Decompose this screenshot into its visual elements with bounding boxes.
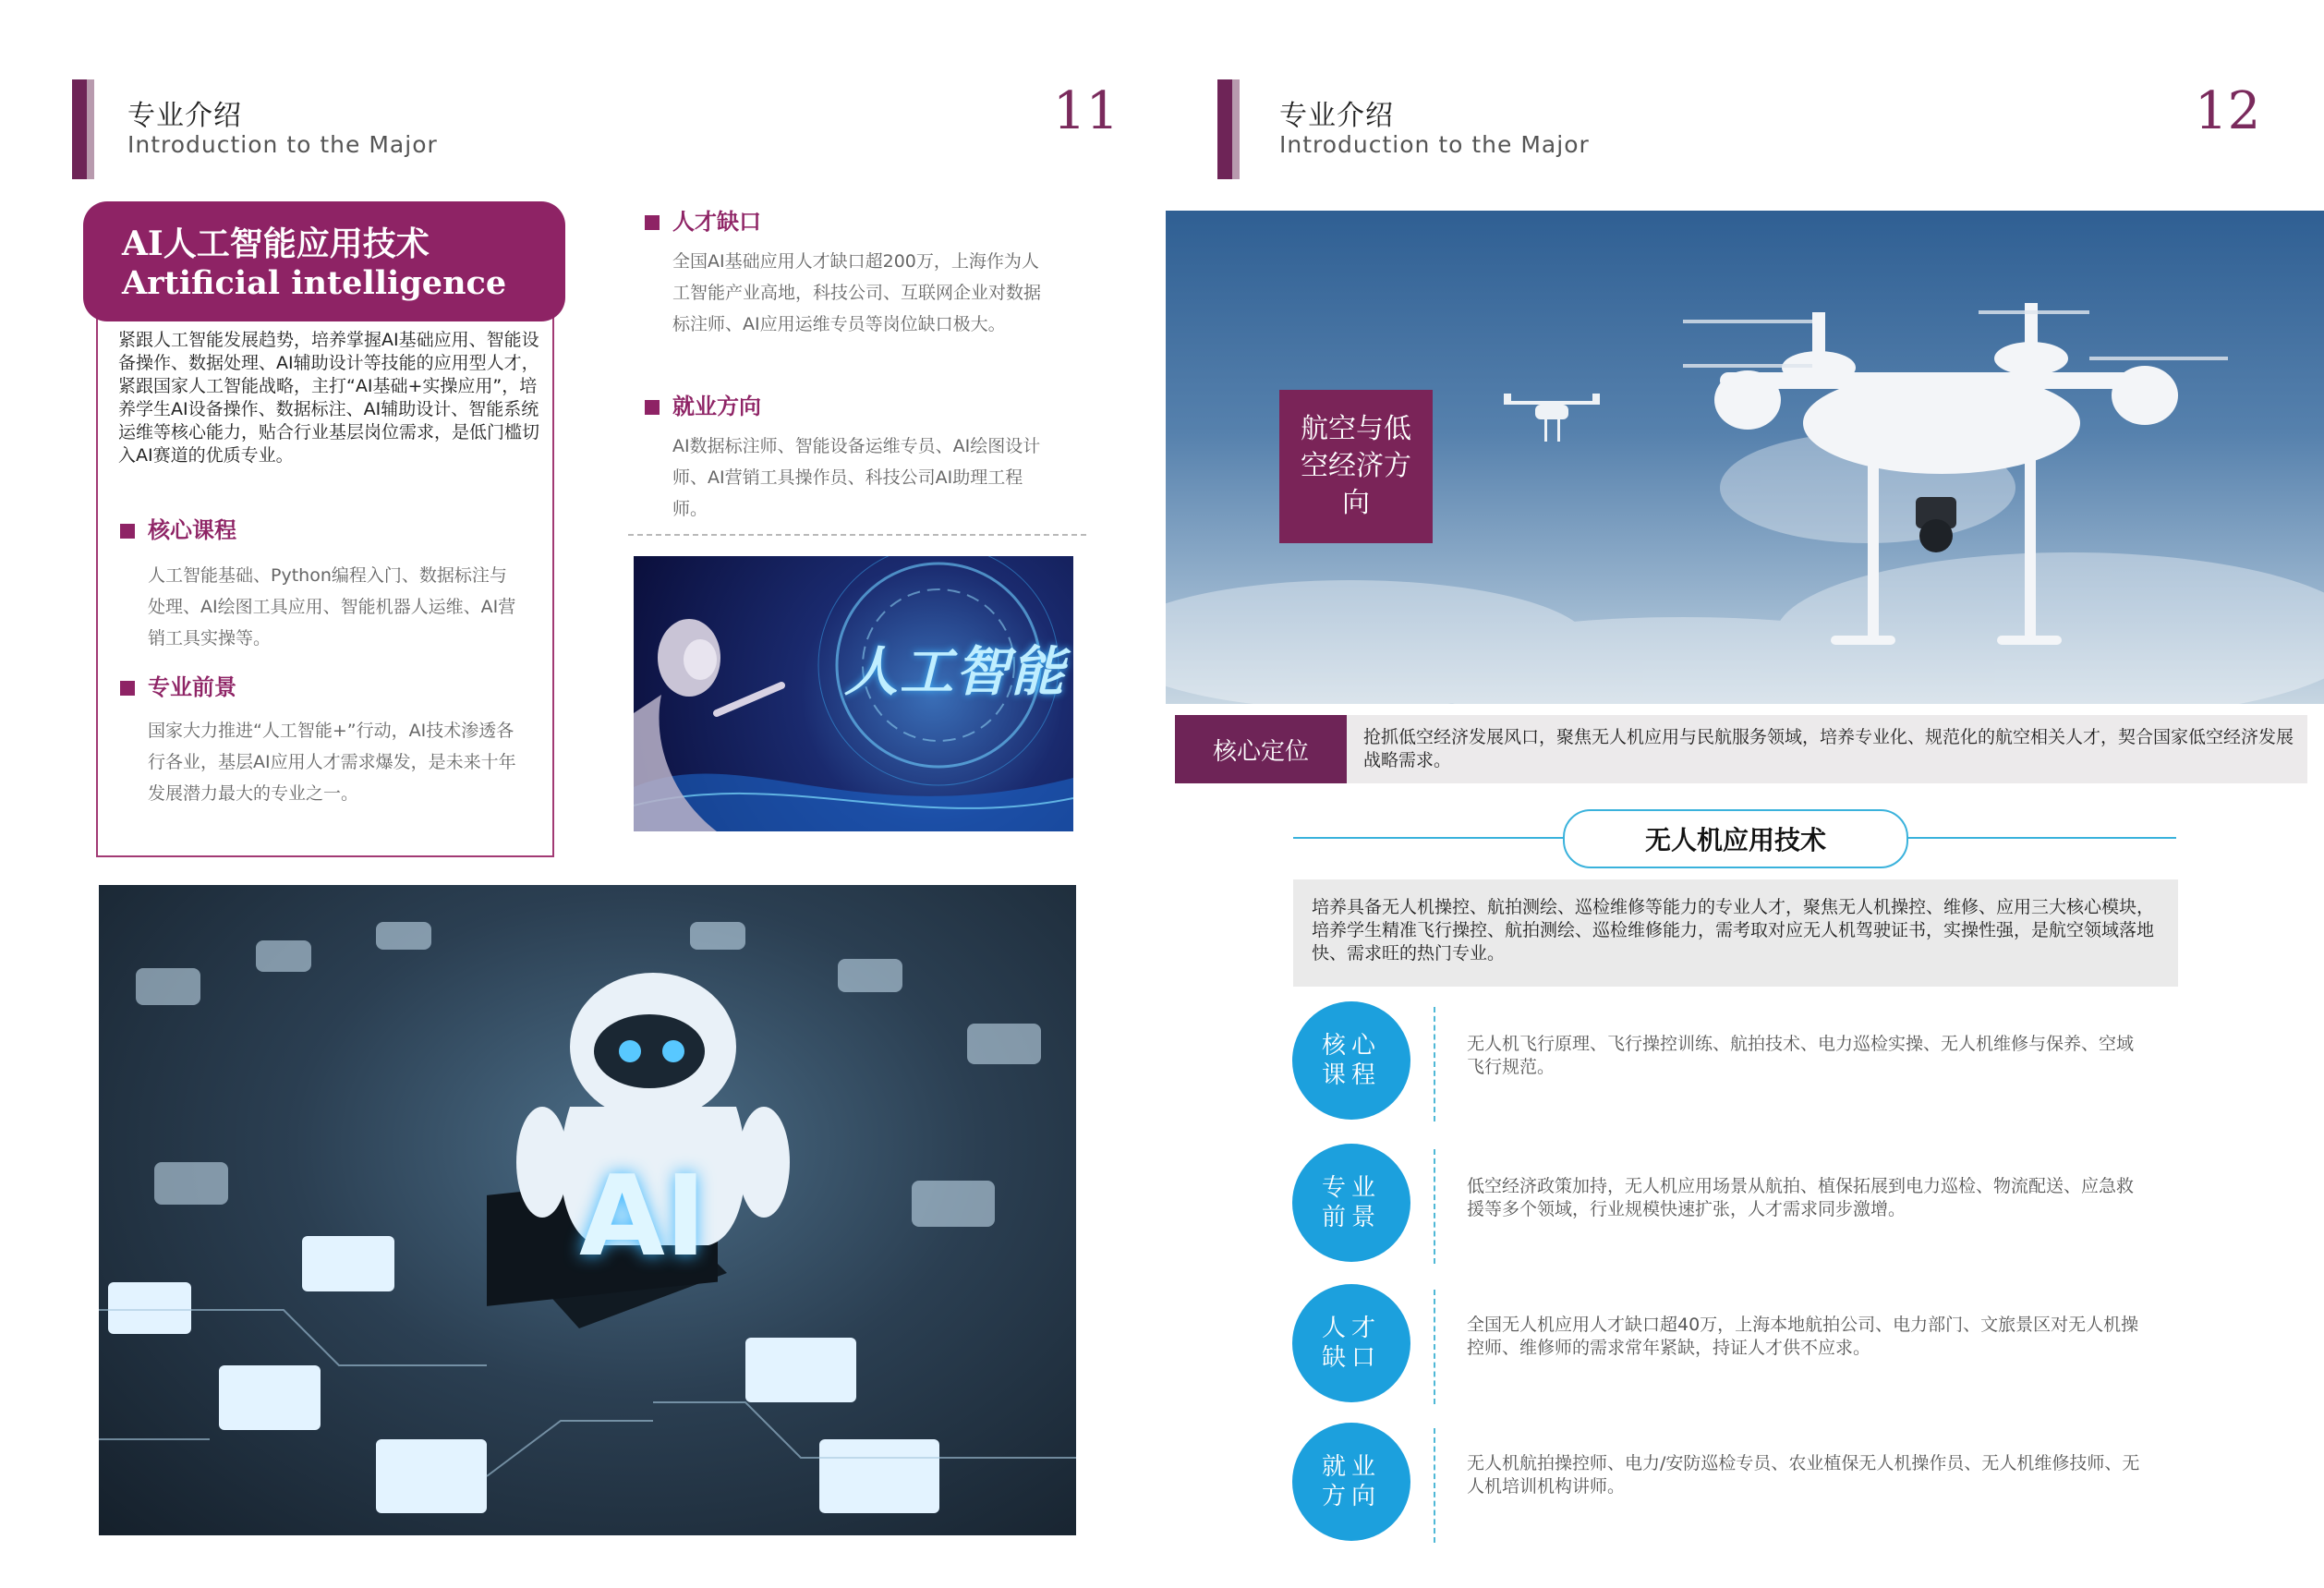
row-divider [1434, 1149, 1435, 1264]
major-intro: 紧跟人工智能发展趋势，培养掌握AI基础应用、智能设备操作、数据处理、AI辅助设计等技能的应用型人才，紧跟国家人工智能战略，主打“AI基础+实操应用”，培养学生AI设备操作、数据标注、AI辅助设计、智能系统运维等核心能力，贴合行业基层岗位需求，是低门槛切入AI赛道的优质专业。 [118, 330, 540, 466]
hero-direction-label: 航空与低空经济方向 [1279, 390, 1433, 543]
row-text-talent-gap: 全国无人机应用人才缺口超40万，上海本地航拍公司、电力部门、文旅景区对无人机操控师、维修师的需求常年紧缺，持证人才供不应求。 [1467, 1315, 2139, 1358]
row-badge-core-courses: 核心课程 [1292, 1001, 1410, 1120]
drone-major-title: 无人机应用技术 [1563, 809, 1908, 868]
page-number: 11 [1053, 81, 1120, 141]
major-title-en: Artificial intelligence [122, 264, 507, 302]
row-divider [1434, 1428, 1435, 1543]
row-text-career: 无人机航拍操控师、电力/安防巡检专员、农业植保无人机操作员、无人机维修技师、无人机培训机构讲师。 [1467, 1453, 2140, 1497]
row-badge-talent-gap: 人才缺口 [1292, 1284, 1410, 1402]
page-number: 12 [2195, 81, 2261, 141]
major-title-banner [83, 201, 565, 321]
drone-major-intro-box [1293, 879, 2178, 987]
row-text-prospects: 低空经济政策加持，无人机应用场景从航拍、植保拓展到电力巡检、物流配送、应急救援等多个领域，行业规模快速扩张，人才需求同步激增。 [1467, 1176, 2135, 1219]
bullet-square-icon [120, 524, 135, 539]
ai-robot-image [99, 885, 1076, 1535]
prospects-heading: 专业前景 [120, 669, 236, 701]
bullet-square-icon [645, 400, 660, 415]
row-divider [1434, 1007, 1435, 1121]
header-accent-bar [1217, 79, 1232, 179]
header-title-cn: 专业介绍 [1279, 100, 1394, 132]
header-title-en: Introduction to the Major [127, 131, 438, 158]
header-accent-bar [72, 79, 87, 179]
robot-ai-caption: AI [579, 1153, 707, 1281]
row-text-core-courses: 无人机飞行原理、飞行操控训练、航拍技术、电力巡检实操、无人机维修与保养、空域飞行规范。 [1467, 1034, 2135, 1077]
bullet-square-icon [120, 681, 135, 696]
row-badge-prospects: 专业前景 [1292, 1144, 1410, 1262]
ai-concept-caption: 人工智能 [844, 640, 1067, 703]
header-title-en: Introduction to the Major [1279, 131, 1590, 158]
career-text: AI数据标注师、智能设备运维专员、AI绘图设计师、AI营销工具操作员、科技公司AI助理工程师。 [672, 436, 1041, 519]
header-accent-bar-light [1232, 79, 1240, 179]
core-courses-text: 人工智能基础、Python编程入门、数据标注与处理、AI绘图工具应用、智能机器人运维、AI营销工具实操等。 [148, 565, 516, 649]
talent-gap-heading: 人才缺口 [645, 203, 761, 236]
prospects-text: 国家大力推进“人工智能+”行动，AI技术渗透各行各业，基层AI应用人才需求爆发，是未来十年发展潜力最大的专业之一。 [148, 721, 516, 804]
career-heading: 就业方向 [645, 388, 761, 420]
core-position-bar [1175, 715, 2307, 783]
core-courses-heading: 核心课程 [120, 512, 236, 544]
dashed-divider [628, 534, 1086, 536]
bullet-square-icon [645, 215, 660, 230]
row-badge-career: 就业方向 [1292, 1423, 1410, 1541]
header-title-cn: 专业介绍 [127, 100, 242, 132]
core-position-label: 核心定位 [1175, 715, 1347, 783]
drone-major-intro: 培养具备无人机操控、航拍测绘、巡检维修等能力的专业人才，聚焦无人机操控、维修、应用三大核心模块，培养学生精准飞行操控、航拍测绘、巡检维修能力，需考取对应无人机驾驶证书，实操性强，是航空领域落地快、需求旺的热门专业。 [1312, 897, 2155, 964]
row-divider [1434, 1290, 1435, 1404]
major-title-cn: AI人工智能应用技术 [122, 224, 430, 263]
header-accent-bar-light [87, 79, 94, 179]
ai-concept-image [634, 556, 1073, 831]
core-position-text: 抢抓低空经济发展风口，聚焦无人机应用与民航服务领域，培养专业化、规范化的航空相关人才，契合国家低空经济发展战略需求。 [1363, 727, 2294, 770]
talent-gap-text: 全国AI基础应用人才缺口超200万，上海作为人工智能产业高地，科技公司、互联网企业对数据标注师、AI应用运维专员等岗位缺口极大。 [672, 251, 1042, 334]
drone-hero-image [1166, 211, 2324, 704]
